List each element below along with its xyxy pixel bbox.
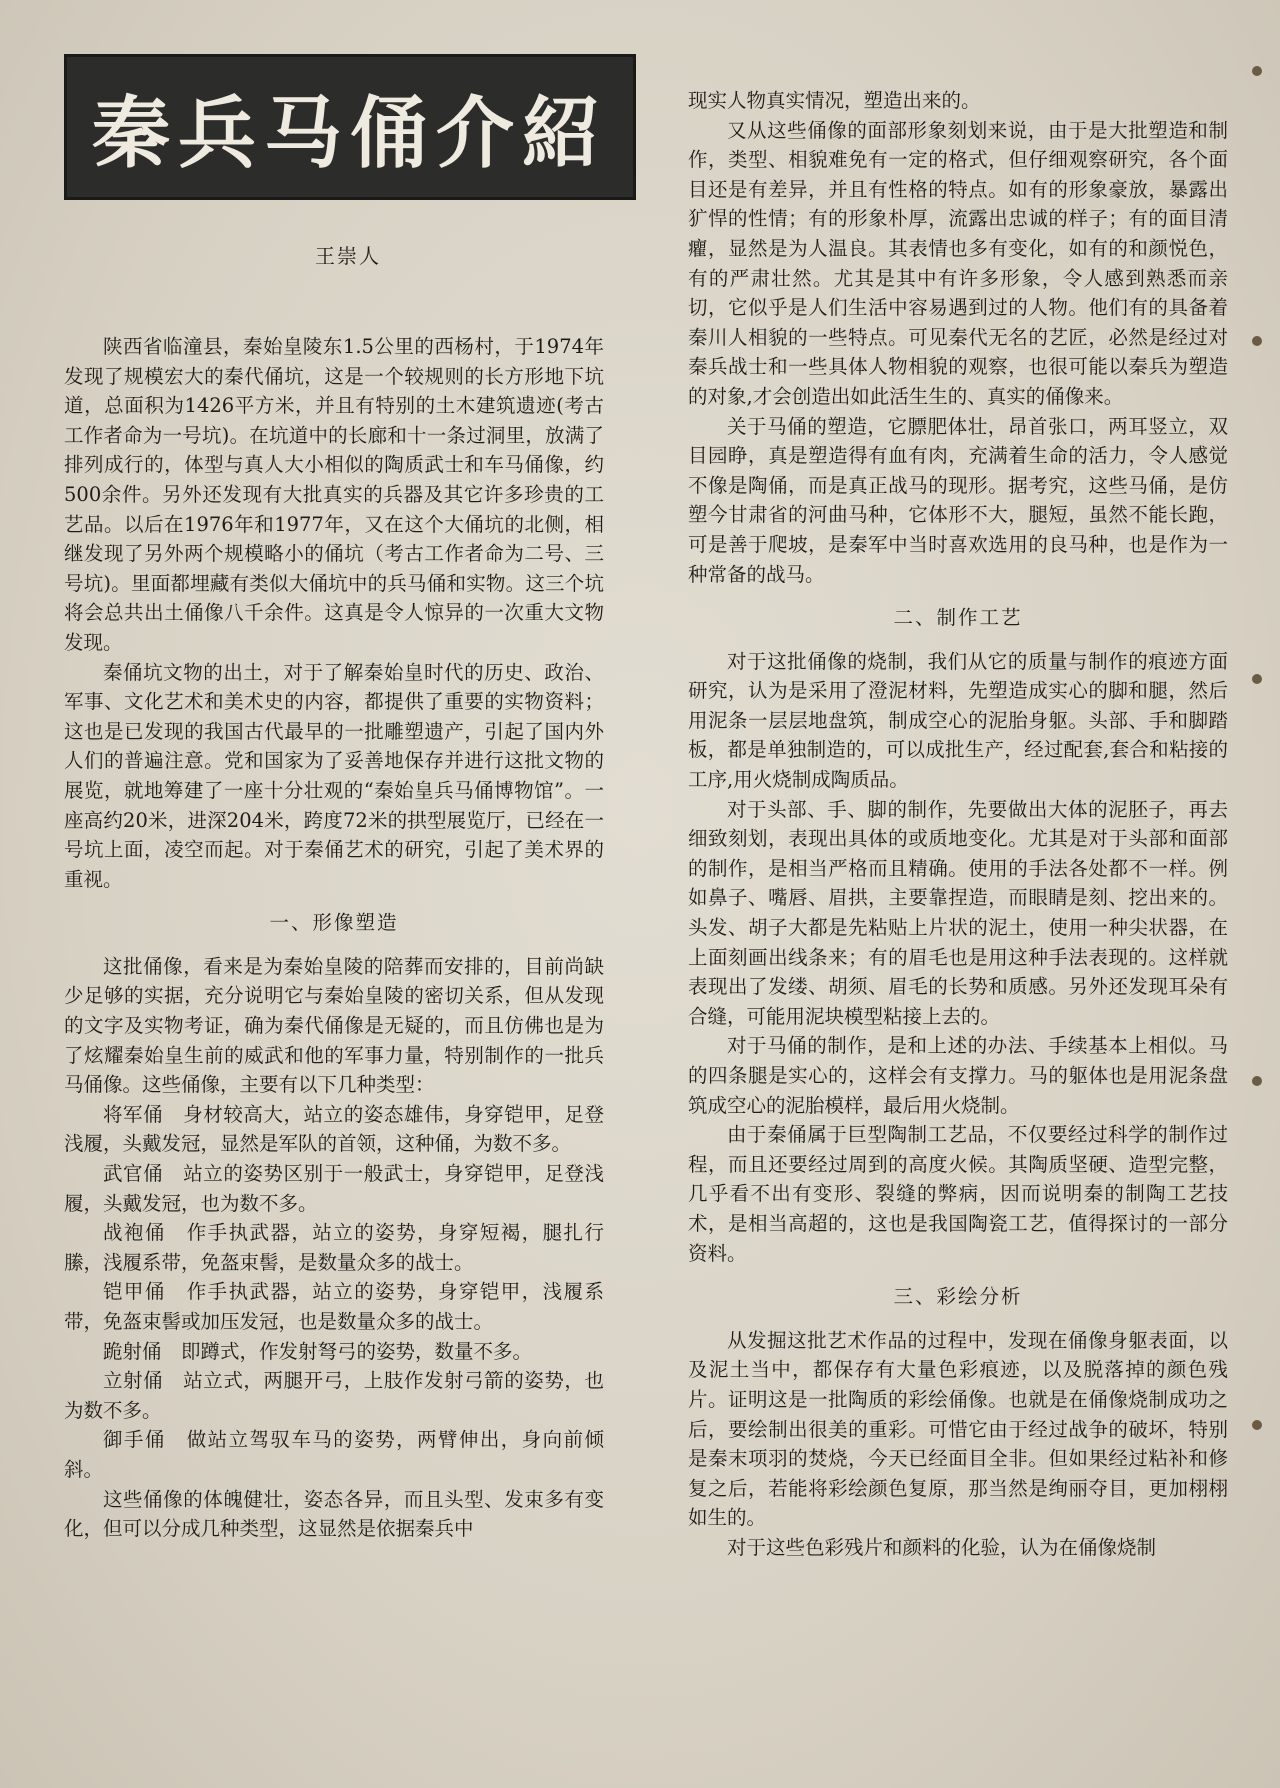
paragraph: 将军俑 身材较高大，站立的姿态雄伟，身穿铠甲，足登浅履，头戴发冠，显然是军队的首领，这种俑，为数不多。	[64, 1102, 604, 1156]
left-column	[64, 332, 604, 1544]
paragraph: 对于这批俑像的烧制，我们从它的质量与制作的痕迹方面研究，认为是采用了澄泥材料，先塑造成实心的脚和腿，然后用泥条一层层地盘筑，制成空心的泥胎身躯。头部、手和脚踏板，都是单独制造的，可以成批生产，经过配套,套合和粘接的工序,用火烧制成陶质品。	[688, 649, 1228, 792]
paragraph: 由于秦俑属于巨型陶制工艺品，不仅要经过科学的制作过程，而且还要经过周到的高度火候。其陶质坚硬、造型完整，几乎看不出有变形、裂缝的弊病，因而说明秦的制陶工艺技术，是相当高超的，这也是我国陶瓷工艺，值得探讨的一部分资料。	[688, 1123, 1228, 1265]
section-heading: 二、制作工艺	[893, 606, 1023, 630]
paragraph: 战袍俑 作手执武器，站立的姿势，身穿短褐，腿扎行縢，浅履系带，免盔束髻，是数量众多的战士。	[64, 1221, 604, 1274]
section-heading: 一、形像塑造	[269, 911, 399, 935]
author-name: 王崇人	[315, 244, 381, 268]
paragraph: 这些俑像的体魄健壮，姿态各异，而且头型、发束多有变化，但可以分成几种类型，这显然是依据秦兵中	[64, 1487, 604, 1541]
paragraph: 御手俑 做站立驾驭车马的姿势，两臂伸出，身向前倾斜。	[64, 1428, 604, 1481]
section-heading: 三、彩绘分析	[893, 1285, 1023, 1309]
paragraph: 现实人物真实情况，塑造出来的。	[688, 89, 981, 112]
paragraph: 铠甲俑 作手执武器，站立的姿势，身穿铠甲，浅履系带，免盔束髻或加压发冠，也是数量众多的战士。	[64, 1280, 604, 1333]
title-block	[64, 54, 636, 200]
binding-hole	[1252, 336, 1262, 346]
paragraph: 对于马俑的制作，是和上述的办法、手续基本上相似。马的四条腿是实心的，这样会有支撑力。马的躯体也是用泥条盘筑成空心的泥胎模样，最后用火烧制。	[688, 1034, 1228, 1117]
paragraph: 关于马俑的塑造，它膘肥体壮，昂首张口，两耳竖立，双目园睁，真是塑造得有血有肉，充满着生命的活力，令人感觉不像是陶俑，而是真正战马的现形。据考究，这些马俑，是仿塑今甘肃省的河曲马种，它体形不大，腿短，虽然不能长跑，可是善于爬坡，是秦军中当时喜欢选用的良马种，也是作为一种常备的战马。	[688, 414, 1228, 586]
article-title: 秦兵马俑介紹	[91, 89, 608, 179]
paragraph: 对于头部、手、脚的制作，先要做出大体的泥胚子，再去细致刻划，表现出具体的或质地变化。尤其是对于头部和面部的制作，是相当严格而且精确。使用的手法各处都不一样。例如鼻子、嘴唇、眉拱，主要靠捏造，而眼睛是刻、挖出来的。头发、胡子大都是先粘贴上片状的泥土，使用一种尖状器，在上面刻画出线条来；有的眉毛也是用这种手法表现的。这样就表现出了发缕、胡须、眉毛的长势和质感。另外还发现耳朵有合缝，可能用泥块模型粘接上去的。	[688, 797, 1228, 1028]
paragraph: 又从这些俑像的面部形象刻划来说，由于是大批塑造和制作，类型、相貌难免有一定的格式，但仔细观察研究，各个面目还是有差异，并且有性格的特点。如有的形象豪放，暴露出犷悍的性情；有的形象朴厚，流露出忠诚的样子；有的面目清癯，显然是为人温良。其表情也多有变化，如有的和颜悦色，有的严肃壮然。尤其是其中有许多形象，令人感到熟悉而亲切，它似乎是人们生活中容易遇到过的人物。他们有的具备着秦川人相貌的一些特点。可见秦代无名的艺匠，必然是经过对秦兵战士和一些具体人物相貌的观察，也很可能以秦兵为塑造的对象,才会创造出如此活生生的、真实的俑像来。	[688, 118, 1228, 408]
binding-hole	[1252, 1420, 1262, 1430]
binding-hole	[1252, 1076, 1262, 1086]
binding-hole	[1252, 674, 1262, 684]
paragraph: 武官俑 站立的姿势区别于一般武士，身穿铠甲，足登浅履，头戴发冠，也为数不多。	[64, 1162, 604, 1215]
paragraph: 陕西省临潼县，秦始皇陵东1.5公里的西杨村，于1974年发现了规模宏大的秦代俑坑，这是一个较规则的长方形地下坑道，总面积为1426平方米，并且有特别的土木建筑遗迹(考古工作者命为一号坑)。在坑道中的长廊和十一条过洞里，放满了排列成行的，体型与真人大小相似的陶质武士和车马俑像，约500余件。另外还发现有大批真实的兵器及其它许多珍贵的工艺品。以后在1976年和1977年，又在这个大俑坑的北侧，相继发现了另外两个规模略小的俑坑（考古工作者命为二号、三号坑)。里面都埋藏有类似大俑坑中的兵马俑和实物。这三个坑将会总共出土俑像八千余件。这真是令人惊异的一次重大文物发现。	[64, 335, 604, 654]
right-column	[688, 86, 1228, 1563]
paragraph: 这批俑像，看来是为秦始皇陵的陪葬而安排的，目前尚缺少足够的实据，充分说明它与秦始皇陵的密切关系，但从发现的文字及实物考证，确为秦代俑像是无疑的，而且仿佛也是为了炫耀秦始皇生前的威武和他的军事力量，特别制作的一批兵马俑像。这些俑像，主要有以下几种类型：	[64, 954, 604, 1097]
paragraph: 跪射俑 即蹲式，作发射弩弓的姿势，数量不多。	[103, 1339, 533, 1363]
paragraph: 立射俑 站立式，两腿开弓，上肢作发射弓箭的姿势，也为数不多。	[64, 1369, 604, 1422]
paragraph: 对于这些色彩残片和颜料的化验，认为在俑像烧制	[727, 1535, 1157, 1559]
binding-hole	[1252, 66, 1262, 76]
paragraph: 从发掘这批艺术作品的过程中，发现在俑像身躯表面，以及泥土当中，都保存有大量色彩痕迹，以及脱落掉的颜色残片。证明这是一批陶质的彩绘俑像。也就是在俑像烧制成功之后，要绘制出很美的重彩。可惜它由于经过战争的破坏，特别是秦末项羽的焚烧，今天已经面目全非。但如果经过粘补和修复之后，若能将彩绘颜色复原，那当然是绚丽夺目，更加栩栩如生的。	[688, 1328, 1228, 1530]
paragraph: 秦俑坑文物的出土，对于了解秦始皇时代的历史、政治、军事、文化艺术和美术史的内容，都提供了重要的实物资料；这也是已发现的我国古代最早的一批雕塑遗产，引起了国内外人们的普遍注意。党和国家为了妥善地保存并进行这批文物的展览，就地筹建了一座十分壮观的“秦始皇兵马俑博物馆”。一座高约20米，进深204米，跨度72米的拱型展览厅，已经在一号坑上面，凌空而起。对于秦俑艺术的研究，引起了美术界的重视。	[64, 660, 604, 891]
